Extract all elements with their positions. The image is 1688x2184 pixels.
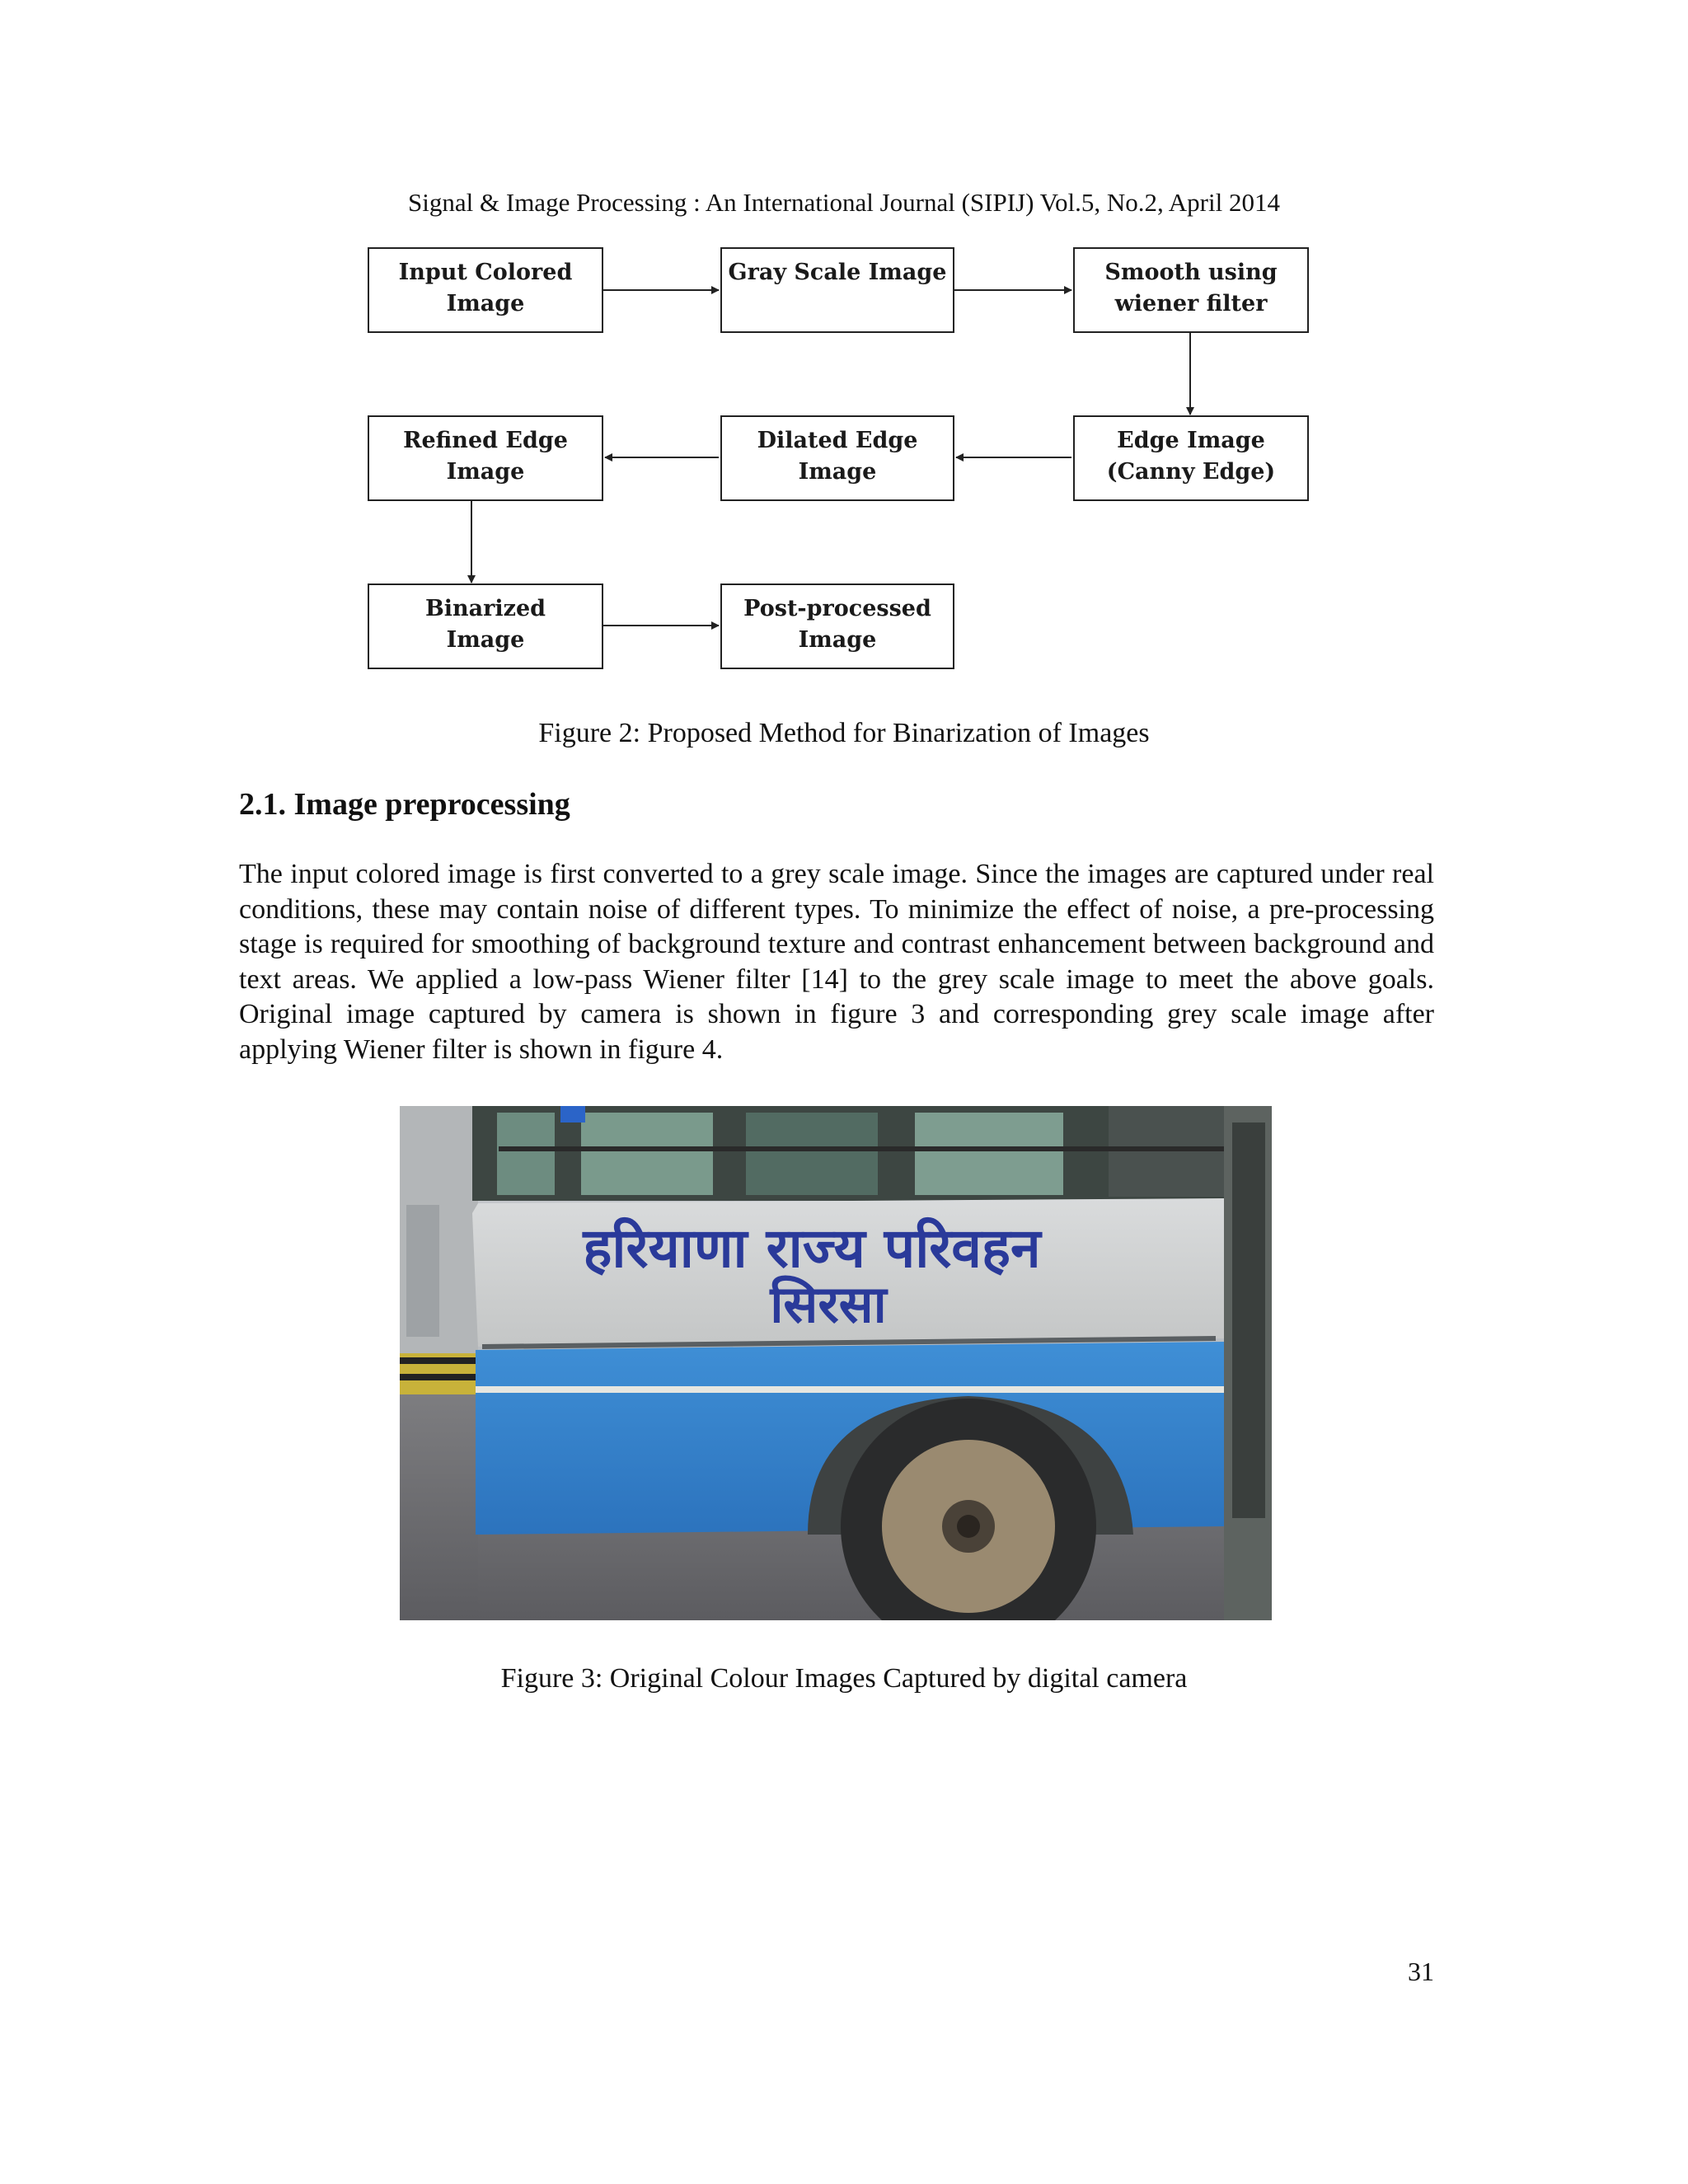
box-label-line1: Smooth using [1104, 260, 1278, 285]
box-label-line1: Post-processed [743, 596, 931, 621]
box-label-line1: Binarized [424, 596, 546, 621]
bus-sign-line1: हरियाणा राज्य परिवहन [583, 1216, 1041, 1280]
box-edge-image-canny [1073, 415, 1309, 501]
figure-2-flowchart [354, 239, 1327, 684]
box-label-line1: Dilated Edge [757, 428, 918, 453]
box-label-line2: Image [446, 291, 525, 316]
box-label-line1: Edge Image [1117, 428, 1265, 453]
figure-3-bus-photo [400, 1106, 1272, 1620]
box-input-colored-image [368, 247, 603, 333]
box-label-line2: Image [798, 459, 877, 485]
box-label-line2: wiener filter [1114, 291, 1268, 316]
figure-2-caption: Figure 2: Proposed Method for Binarization of Images [538, 718, 1150, 748]
bus-photo-illustration [400, 1106, 1272, 1620]
bus-sign-line2: सिरसा [770, 1274, 887, 1334]
running-header: Signal & Image Processing : An International Journal (SIPIJ) Vol.5, No.2, April 2014 [408, 188, 1280, 217]
box-label-line1: Input Colored [398, 260, 573, 285]
box-label-line2: Image [446, 627, 525, 653]
section-heading: 2.1. Image preprocessing [239, 787, 570, 822]
box-label-line2: (Canny Edge) [1106, 459, 1276, 485]
figure-3-caption: Figure 3: Original Colour Images Captured by digital camera [500, 1663, 1188, 1694]
box-binarized-image [368, 583, 603, 669]
box-label-line1: Refined Edge [403, 428, 568, 453]
box-smooth-wiener-filter [1073, 247, 1309, 333]
box-dilated-edge-image [720, 415, 954, 501]
box-label-line2: Image [446, 459, 525, 485]
box-refined-edge-image [368, 415, 603, 501]
box-post-processed-image [720, 583, 954, 669]
box-label-line1: Gray Scale Image [728, 260, 947, 285]
body-paragraph: The input colored image is first converted to a grey scale image. Since the images are captured under real conditions, these may contain noise of different types. To minimize the effect of noise, a pre-processing stage is required for smoothing of background texture and contrast enhancement between background and text areas. We applied a low-pass Wiener filter [14] to the grey scale image to meet the above goals. Original image captured by camera is shown in figure 3 and corresponding grey scale image after applying Wiener filter is shown in figure 4. [239, 859, 1434, 1065]
box-label-line2: Image [798, 627, 877, 653]
page-number: 31 [1408, 1957, 1434, 1986]
box-gray-scale-image [720, 247, 954, 333]
